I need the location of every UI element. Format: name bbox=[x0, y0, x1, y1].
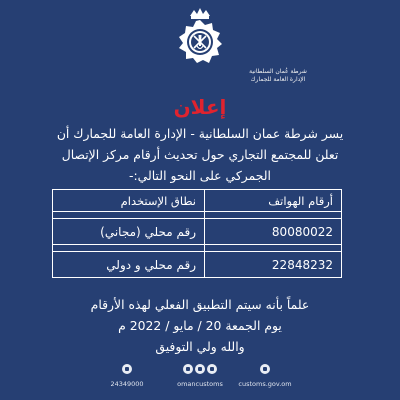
youtube-icon[interactable] bbox=[207, 364, 217, 374]
header-phone-numbers: أرقام الهواتف bbox=[205, 190, 342, 212]
contact-bar bbox=[0, 364, 400, 394]
contact-website-url[interactable]: customs.gov.om bbox=[238, 380, 292, 388]
table-row bbox=[53, 252, 342, 278]
contact-social-handle[interactable]: omancustoms bbox=[177, 380, 223, 388]
usage-scope-cell: رقم محلي (مجاني) bbox=[53, 219, 205, 245]
header-emblem bbox=[0, 6, 400, 88]
organization-name-line2: الإدارة العامة للجمارك bbox=[250, 76, 306, 83]
phone-numbers-table bbox=[52, 189, 342, 278]
contact-website bbox=[230, 364, 300, 388]
phone-number-cell: 22848232 bbox=[205, 252, 342, 278]
instagram-icon[interactable] bbox=[195, 364, 205, 374]
twitter-icon[interactable] bbox=[183, 364, 193, 374]
announcement-title: إعلان bbox=[173, 95, 227, 119]
announcement-intro bbox=[40, 123, 360, 186]
police-emblem-icon bbox=[165, 6, 235, 68]
organization-name-line1: شرطة عُمان السلطانية bbox=[249, 68, 307, 75]
closing-line-blessing: والله ولي التوفيق bbox=[155, 339, 245, 354]
header-usage-scope: نطاق الإستخدام bbox=[53, 190, 205, 212]
phone-number-cell: 80080022 bbox=[205, 219, 342, 245]
announcement-closing bbox=[40, 294, 360, 357]
intro-line: تعلن للمجتمع التجاري حول تحديث أرقام مركز الإتصال bbox=[61, 147, 339, 162]
table-row bbox=[53, 219, 342, 245]
closing-line-date: يوم الجمعة 20 / مايو / 2022 م bbox=[118, 318, 282, 333]
intro-line: الجمركي على النحو التالي:- bbox=[129, 168, 271, 183]
globe-icon bbox=[260, 364, 270, 374]
contact-phone-number: 24349000 bbox=[110, 380, 144, 388]
table-header-row bbox=[53, 190, 342, 212]
phone-icon bbox=[122, 364, 132, 374]
contact-social bbox=[165, 364, 235, 388]
usage-scope-cell: رقم محلي و دولي bbox=[53, 252, 205, 278]
intro-line: يسر شرطة عمان السلطانية - الإدارة العامة للجمارك أن bbox=[56, 126, 344, 141]
contact-phone bbox=[92, 364, 162, 388]
organization-name bbox=[238, 68, 318, 84]
closing-line-effective: علماً بأنه سيتم التطبيق الفعلي لهذه الأرقام bbox=[90, 297, 310, 312]
